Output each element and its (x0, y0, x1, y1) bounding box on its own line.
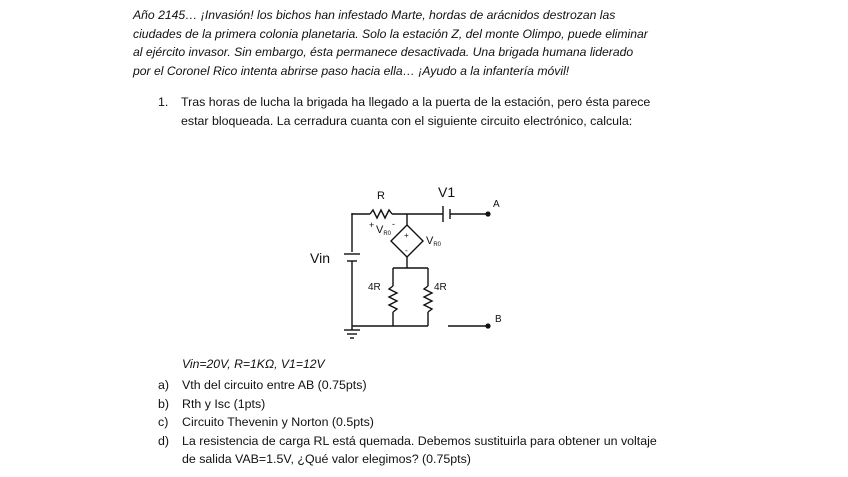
resistor-r (370, 210, 392, 218)
label-plus-r: + (369, 220, 375, 230)
intro-line: Año 2145… ¡Invasión! los bichos han infestado Marte, hordas de arácnidos destrozan las (133, 8, 616, 22)
sub-question-letter: b) (158, 396, 170, 411)
label-vr: VR0 (376, 224, 392, 237)
resistor-4r-left (389, 286, 397, 312)
question-number: 1. (158, 95, 169, 109)
intro-line: al ejército invasor. Sin embargo, ésta permanece desactivada. Una brigada humana liderado (133, 45, 634, 59)
sub-question-text: Vth del circuito entre AB (0.75pts) (182, 378, 367, 392)
intro-line: por el Coronel Rico intenta abrirse paso hacia ella… ¡Ayudo a la infantería móvil! (133, 63, 570, 78)
label-vin: Vin (310, 250, 330, 266)
intro-paragraph (133, 6, 693, 80)
label-source-plus: + (404, 231, 409, 240)
label-source-minus: - (405, 246, 408, 255)
question-text (181, 93, 650, 130)
label-a: A (493, 199, 500, 210)
sub-question-text: de salida VAB=1.5V, ¿Qué valor elegimos? (0.75pts) (182, 452, 471, 466)
sub-question-letter: a) (158, 378, 170, 392)
given-values: Vin=20V, R=1KΩ, V1=12V (182, 357, 325, 371)
label-vdep: VR0 (426, 235, 442, 248)
sub-question-text: Circuito Thevenin y Norton (0.5pts) (182, 415, 374, 429)
terminal-a (485, 211, 490, 216)
sub-question-letter: d) (158, 433, 170, 448)
question-line: Tras horas de lucha la brigada ha llegado a la puerta de la estación, pero ésta parece (181, 95, 651, 109)
resistor-4r-right (424, 286, 432, 312)
label-minus-r: - (392, 219, 395, 229)
question-line: estar bloqueada. La cerradura cuanta con el siguiente circuito electrónico, calcula: (181, 113, 633, 128)
label-4r-left: 4R (368, 282, 381, 293)
circuit-diagram (300, 180, 530, 350)
sub-question-text: Rth y Isc (1pts) (182, 396, 266, 411)
terminal-b (485, 323, 490, 328)
label-v1: V1 (438, 184, 456, 200)
label-b: B (495, 314, 502, 325)
sub-question-text: La resistencia de carga RL está quemada. Debemos sustituirla para obtener un voltaje (182, 433, 657, 448)
label-r: R (377, 190, 385, 202)
label-4r-right: 4R (434, 282, 447, 293)
sub-question-letter: c) (158, 415, 169, 429)
intro-line: ciudades de la primera colonia planetaria. Solo la estación Z, del monte Olimpo, puede eliminar (133, 26, 648, 41)
wire-top-left (352, 213, 370, 214)
